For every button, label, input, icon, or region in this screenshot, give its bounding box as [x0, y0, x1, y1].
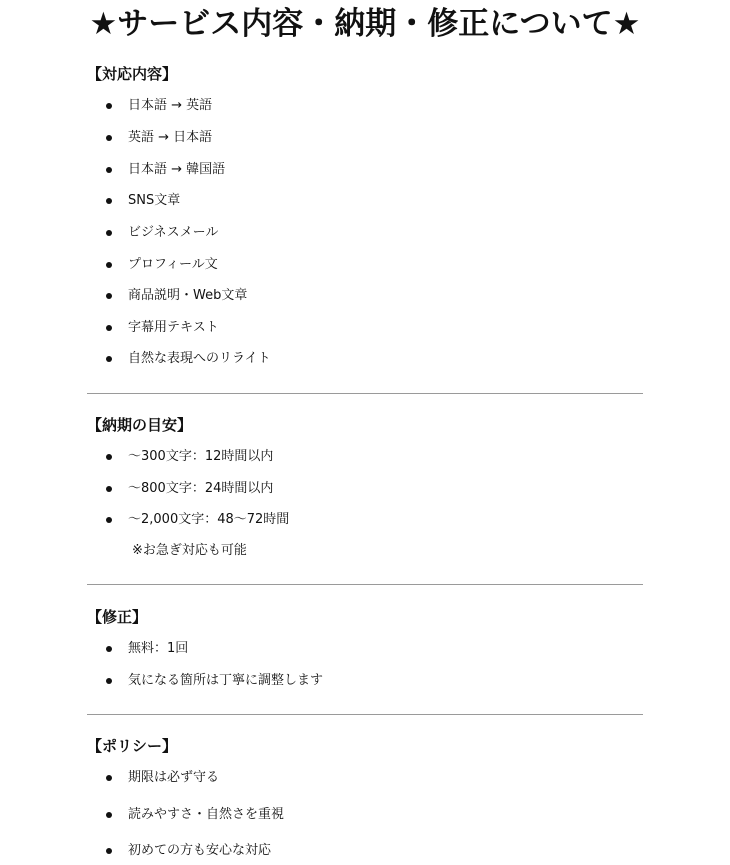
section-divider — [87, 714, 643, 715]
bullet-icon — [106, 198, 112, 204]
delivery-heading: 【納期の目安】 — [87, 416, 193, 434]
list-item-text: 読みやすさ・自然さを重視 — [128, 807, 285, 822]
bullet-icon — [106, 775, 112, 781]
list-item — [87, 841, 643, 861]
delivery-section — [87, 415, 643, 565]
list-item — [87, 510, 643, 530]
list-item-text: 英語 → 日本語 — [128, 130, 213, 145]
list-item — [87, 349, 643, 369]
bullet-icon — [106, 103, 112, 109]
services-heading: 【対応内容】 — [87, 65, 178, 83]
revision-section — [87, 607, 643, 697]
policy-section — [87, 736, 643, 864]
list-item-text: 無料：1回 — [128, 641, 189, 656]
list-item-text: 〜2,000文字：48〜72時間 — [128, 512, 290, 527]
list-item — [87, 805, 643, 825]
list-item-text: ビジネスメール — [128, 225, 219, 240]
bullet-icon — [106, 454, 112, 460]
bullet-icon — [106, 517, 112, 523]
list-item — [87, 318, 643, 338]
bullet-icon — [106, 812, 112, 818]
list-item-text: プロフィール文 — [128, 257, 218, 272]
list-item — [87, 96, 643, 116]
list-item-text: 〜800文字：24時間以内 — [128, 481, 274, 496]
list-item-text: 〜300文字：12時間以内 — [128, 449, 274, 464]
policy-heading: 【ポリシー】 — [87, 737, 178, 755]
list-item-text: 字幕用テキスト — [128, 320, 219, 335]
list-item — [87, 768, 643, 788]
bullet-icon — [106, 135, 112, 141]
list-item — [87, 191, 643, 211]
list-item — [87, 223, 643, 243]
list-item — [87, 447, 643, 467]
bullet-icon — [106, 678, 112, 684]
list-item — [87, 128, 643, 148]
bullet-icon — [106, 262, 112, 268]
bullet-icon — [106, 167, 112, 173]
list-item — [87, 479, 643, 499]
bullet-icon — [106, 486, 112, 492]
list-item-text: 気になる箇所は丁寧に調整します — [128, 673, 324, 688]
services-section — [87, 64, 643, 374]
list-item-text: 自然な表現へのリライト — [128, 351, 271, 366]
bullet-icon — [106, 356, 112, 362]
delivery-note: ※お急ぎ対応も可能 — [132, 543, 247, 558]
bullet-icon — [106, 646, 112, 652]
revision-heading: 【修正】 — [87, 608, 148, 626]
bullet-icon — [106, 325, 112, 331]
section-divider — [87, 393, 643, 394]
list-item-text: 期限は必ず守る — [128, 770, 220, 785]
page-title: ★サービス内容・納期・修正について★ — [89, 6, 641, 42]
bullet-icon — [106, 293, 112, 299]
list-item — [87, 671, 643, 691]
list-item-text: SNS文章 — [128, 193, 181, 208]
section-divider — [87, 584, 643, 585]
list-item-text: 日本語 → 英語 — [128, 98, 213, 113]
bullet-icon — [106, 230, 112, 236]
bullet-icon — [106, 848, 112, 854]
list-item — [87, 286, 643, 306]
list-item — [87, 255, 643, 275]
list-item-text: 日本語 → 韓国語 — [128, 162, 226, 177]
list-item-text: 初めての方も安心な対応 — [128, 843, 272, 858]
list-item-text: 商品説明・Web文章 — [128, 288, 248, 303]
list-item — [87, 160, 643, 180]
list-item — [87, 639, 643, 659]
